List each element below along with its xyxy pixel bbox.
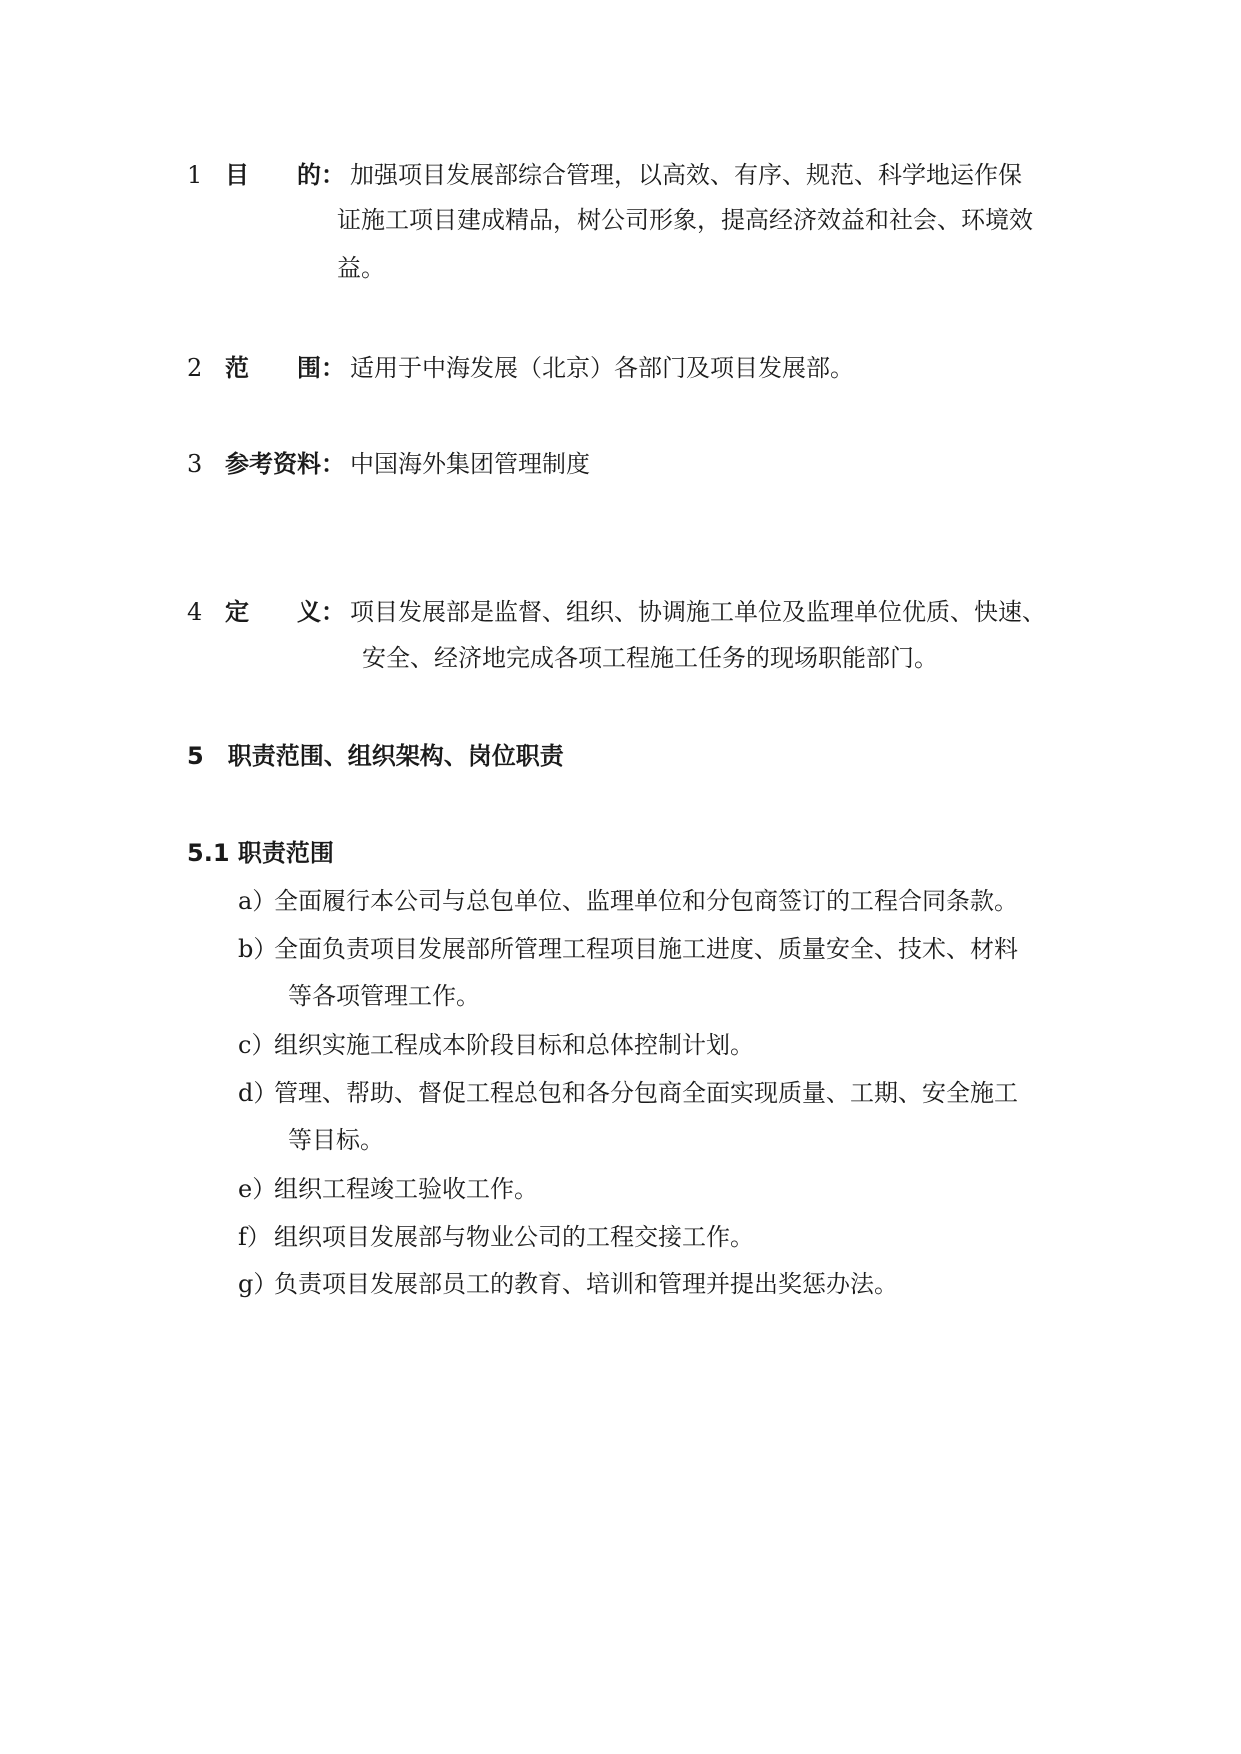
list-item-text: 全面负责项目发展部所管理工程项目施工进度、质量安全、技术、材料 xyxy=(274,935,1018,963)
list-item xyxy=(238,1174,538,1204)
list-item-text: 组织实施工程成本阶段目标和总体控制计划。 xyxy=(274,1031,754,1059)
list-item xyxy=(238,886,1018,916)
section-text: 适用于中海发展（北京）各部门及项目发展部。 xyxy=(350,354,854,382)
list-marker: f） xyxy=(238,1223,271,1251)
list-item xyxy=(238,1030,754,1060)
list-marker: a） xyxy=(238,887,277,915)
section-heading: 5 职责范围、组织架构、岗位职责 xyxy=(187,742,564,770)
section-number: 3 xyxy=(187,450,203,478)
subsection-heading: 5.1 职责范围 xyxy=(187,839,334,867)
list-marker: g） xyxy=(238,1270,278,1298)
section-text-continued: 益。 xyxy=(337,254,385,282)
section-number: 1 xyxy=(187,161,203,189)
section-text: 加强项目发展部综合管理，以高效、有序、规范、科学地运作保 xyxy=(350,161,1022,189)
section-number: 2 xyxy=(187,354,203,382)
section-number: 4 xyxy=(187,598,203,626)
section-text: 项目发展部是监督、组织、协调施工单位及监理单位优质、快速、 xyxy=(350,598,1046,626)
section-text-continued: 安全、经济地完成各项工程施工任务的现场职能部门。 xyxy=(362,644,938,672)
section-label: 目 的： xyxy=(225,161,345,189)
list-marker: b） xyxy=(238,935,278,963)
list-item-text-continued: 等目标。 xyxy=(288,1126,384,1154)
section-label: 参考资料： xyxy=(225,450,345,478)
section-label: 范 围： xyxy=(225,354,345,382)
list-item xyxy=(238,1269,898,1299)
list-item-text: 全面履行本公司与总包单位、监理单位和分包商签订的工程合同条款。 xyxy=(274,887,1018,915)
list-item-text: 组织工程竣工验收工作。 xyxy=(274,1175,538,1203)
list-item-text-continued: 等各项管理工作。 xyxy=(288,982,480,1010)
section-label: 定 义： xyxy=(225,598,345,626)
list-marker: e） xyxy=(238,1175,277,1203)
list-marker: c） xyxy=(238,1031,276,1059)
section-text: 中国海外集团管理制度 xyxy=(350,450,590,478)
list-item-text: 管理、帮助、督促工程总包和各分包商全面实现质量、工期、安全施工 xyxy=(274,1079,1018,1107)
list-item xyxy=(238,1078,1018,1108)
list-marker: d） xyxy=(238,1079,278,1107)
list-item-text: 组织项目发展部与物业公司的工程交接工作。 xyxy=(274,1223,754,1251)
list-item xyxy=(238,934,1018,964)
section-text-continued: 证施工项目建成精品，树公司形象，提高经济效益和社会、环境效 xyxy=(337,206,1033,234)
list-item xyxy=(238,1222,754,1252)
list-item-text: 负责项目发展部员工的教育、培训和管理并提出奖惩办法。 xyxy=(274,1270,898,1298)
